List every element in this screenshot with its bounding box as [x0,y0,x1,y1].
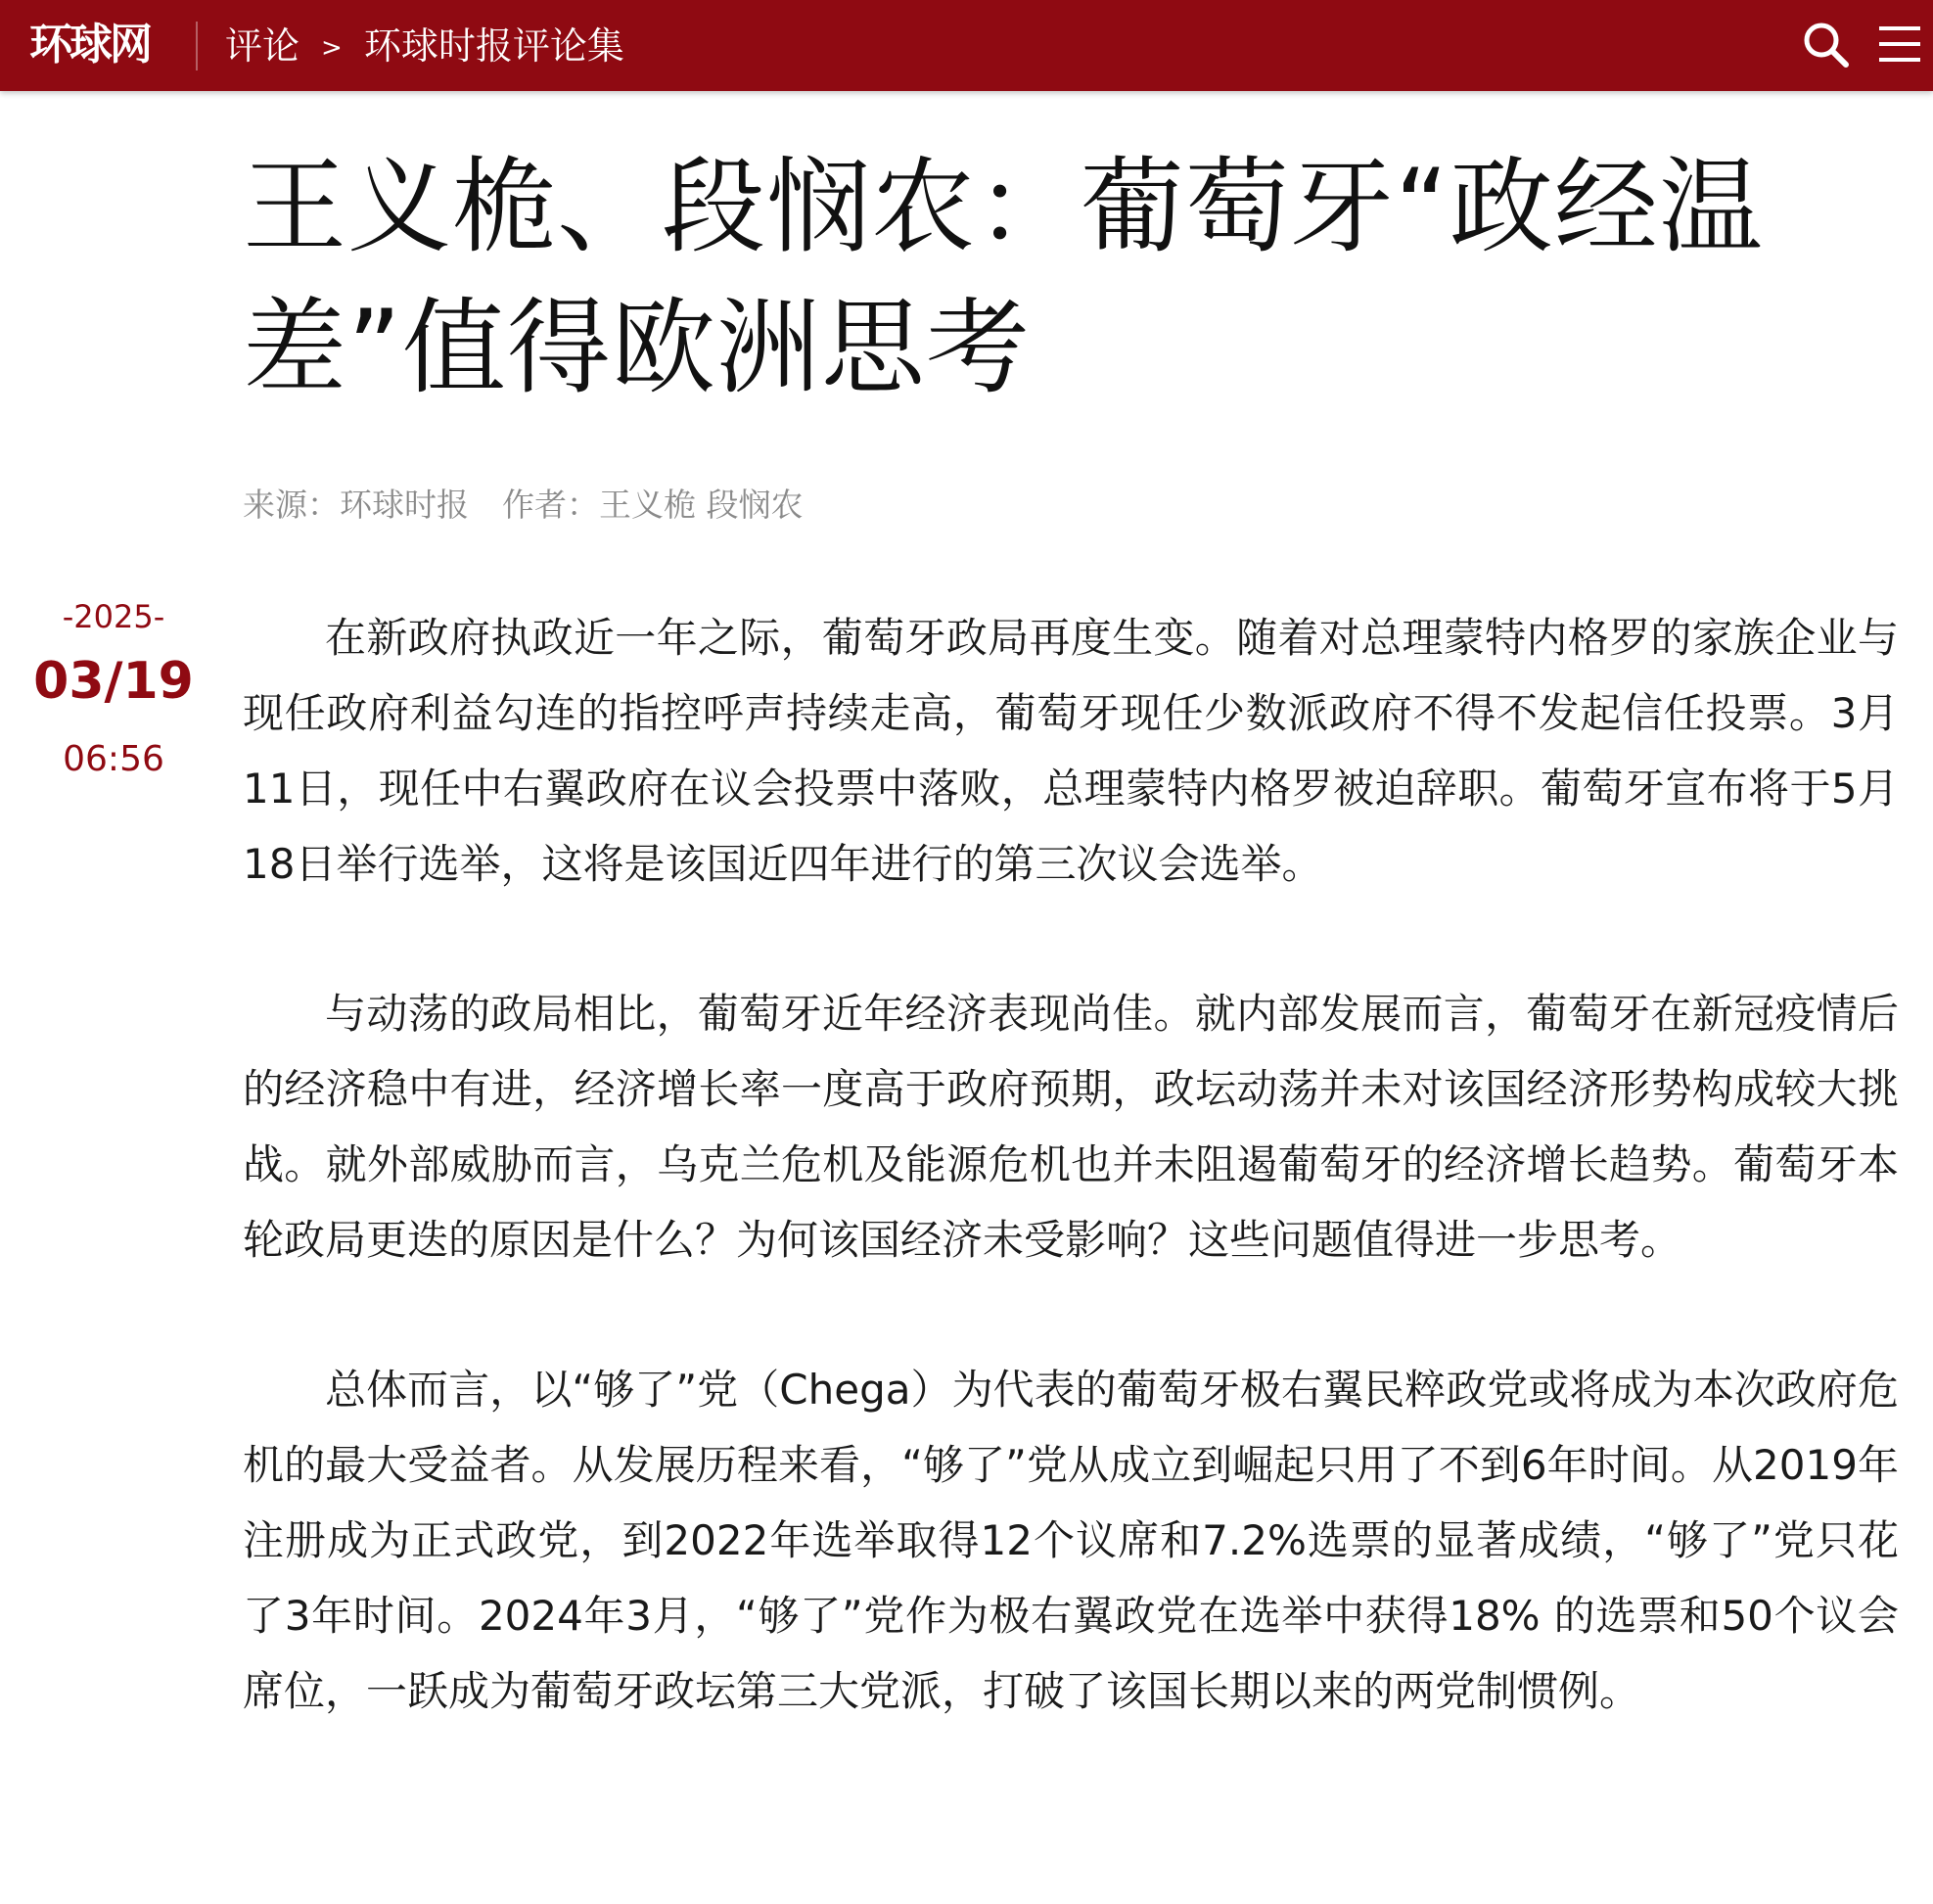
author-name: 王义桅 段悯农 [599,486,804,524]
article-paragraph: 总体而言，以“够了”党（Chega）为代表的葡萄牙极右翼民粹政党或将成为本次政府危机的最大受益者。从发展历程来看，“够了”党从成立到崛起只用了不到6年时间。从2019年注册成为正式政党，到2022年选举取得12个议席和7.2%选票的显著成绩，“够了”党只花了3年时间。2024年3月，“够了”党作为极右翼政党在选举中获得18% 的选票和50个议会席位，一跃成为葡萄牙政坛第三大党派，打破了该国长期以来的两党制惯例。 [243,1366,1899,1715]
article-body [243,600,1899,1803]
breadcrumb-subsection-link[interactable]: 环球时报评论集 [363,24,624,68]
publish-month-day: 03/19 [33,652,194,711]
search-icon [1799,18,1854,72]
article-title: 王义桅、段悯农：葡萄牙“政经温差”值得欧洲思考 [243,147,1764,408]
top-navigation-bar [0,0,1933,91]
site-logo[interactable]: 环球网 [29,20,150,70]
source-label: 来源： [243,486,340,524]
breadcrumb [225,20,624,72]
breadcrumb-separator: > [321,33,343,63]
publish-time: 06:56 [63,739,164,779]
logo-divider [196,22,198,70]
breadcrumb-section-link[interactable]: 评论 [225,24,300,68]
publish-year: -2025- [62,598,165,635]
article-paragraph: 与动荡的政局相比，葡萄牙近年经济表现尚佳。就内部发展而言，葡萄牙在新冠疫情后的经济稳中有进，经济增长率一度高于政府预期，政坛动荡并未对该国经济形势构成较大挑战。就外部威胁而言，乌克兰危机及能源危机也并未阻遏葡萄牙的经济增长趋势。葡萄牙本轮政局更迭的原因是什么？为何该国经济未受影响？这些问题值得进一步思考。 [243,990,1899,1264]
source-name[interactable]: 环球时报 [340,486,469,524]
article-meta [243,484,804,527]
publish-date [29,595,198,795]
search-button[interactable] [1799,18,1854,72]
author-label: 作者： [502,486,599,524]
article-paragraph: 在新政府执政近一年之际，葡萄牙政局再度生变。随着对总理蒙特内格罗的家族企业与现任政府利益勾连的指控呼声持续走高，葡萄牙现任少数派政府不得不发起信任投票。3月11日，现任中右翼政府在议会投票中落败，总理蒙特内格罗被迫辞职。葡萄牙宣布将于5月18日举行选举，这将是该国近四年进行的第三次议会选举。 [243,614,1899,888]
menu-button[interactable] [1877,18,1932,72]
hamburger-menu-icon [1877,18,1924,72]
